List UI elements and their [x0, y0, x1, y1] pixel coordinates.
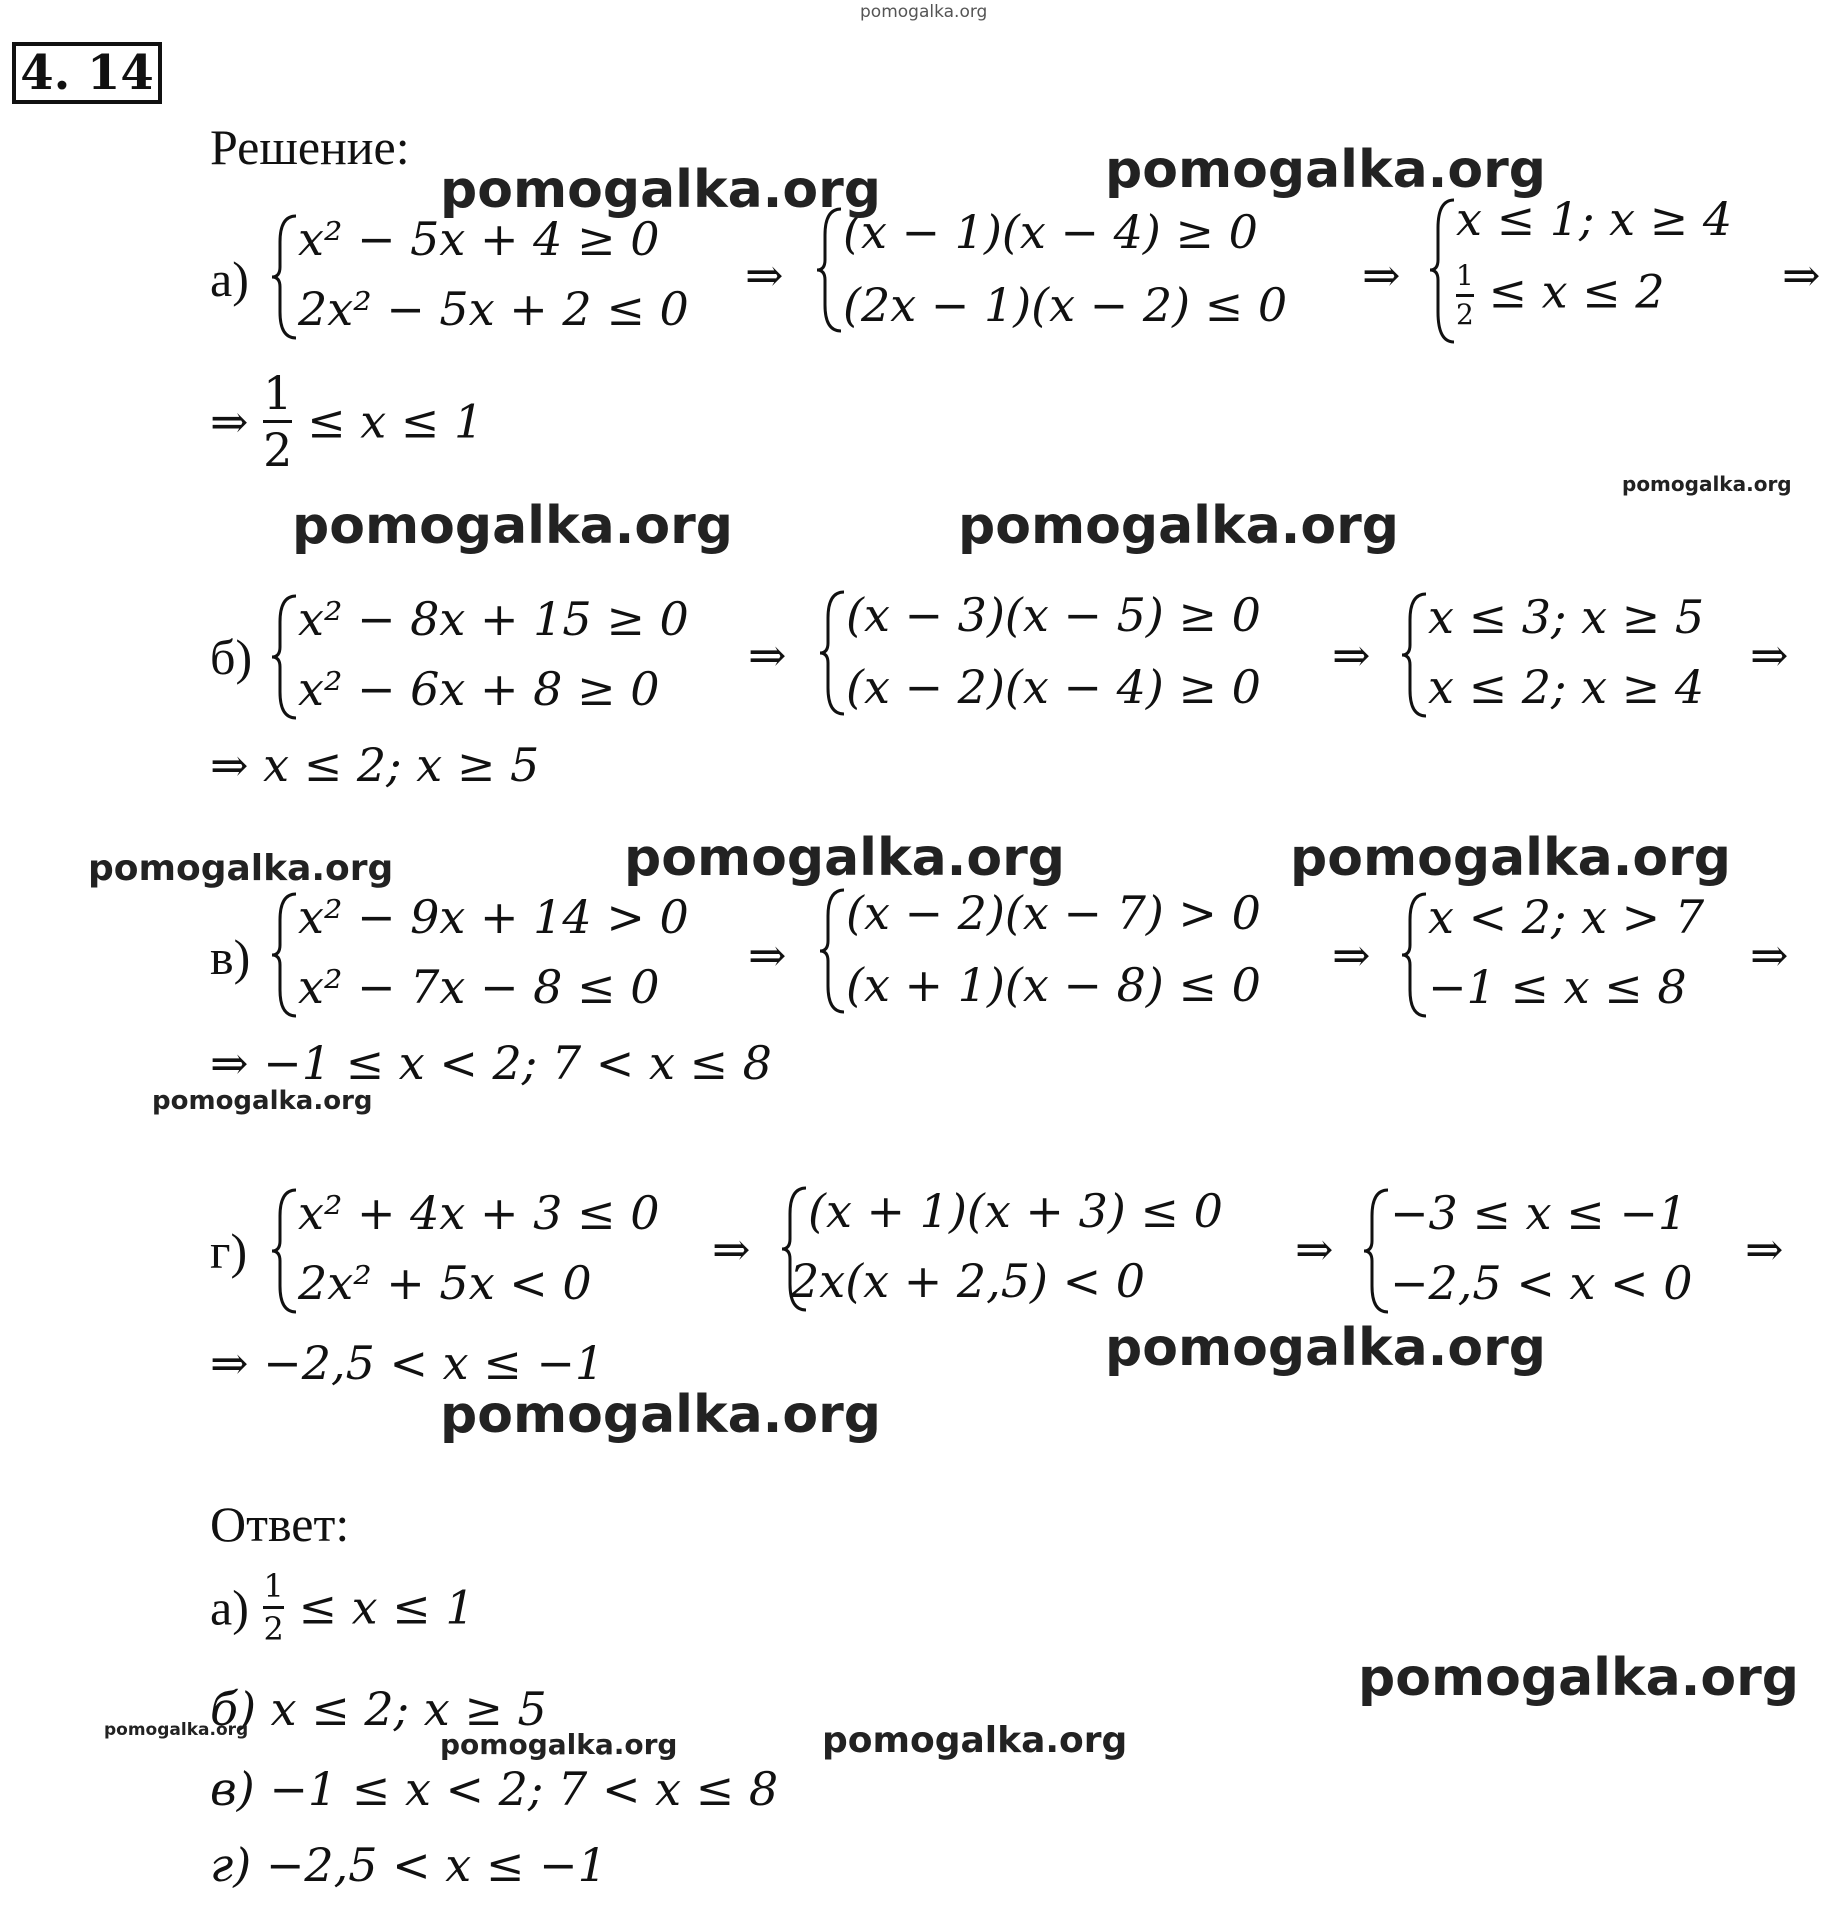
watermark-14: pomogalka.org	[440, 1728, 678, 1761]
watermark-11: pomogalka.org	[440, 1385, 882, 1445]
part-a-result: ⇒ $\frac{1}{2}$ ≤ x ≤ 1	[210, 366, 484, 477]
watermark-9: pomogalka.org	[152, 1086, 373, 1116]
watermark-4: pomogalka.org	[292, 496, 734, 556]
part-v-sys2-line1: (x − 2)(x − 7) > 0	[846, 886, 1261, 940]
part-a-label: а)	[210, 251, 249, 307]
part-v-sys1-line2: x² − 7x − 8 ≤ 0	[298, 960, 660, 1014]
watermark-5: pomogalka.org	[958, 496, 1400, 556]
implies-g2: ⇒	[1295, 1222, 1334, 1276]
frac-half-a-result: $\frac{1}{2}$	[263, 366, 293, 477]
part-g-sys3-line1: −3 ≤ x ≤ −1	[1390, 1186, 1688, 1240]
watermark-2: pomogalka.org	[1105, 140, 1547, 200]
watermark-7: pomogalka.org	[624, 828, 1066, 888]
part-g-sys2-line1: (x + 1)(x + 3) ≤ 0	[808, 1184, 1223, 1238]
part-v-result: ⇒ −1 ≤ x < 2; 7 < x ≤ 8	[210, 1036, 772, 1090]
part-a-sys3-line2: $\frac{1}{2}$ ≤ x ≤ 2	[1456, 259, 1665, 331]
problem-number: 4. 14	[12, 42, 162, 104]
answer-b: б) x ≤ 2; x ≥ 5	[210, 1682, 547, 1736]
part-b-sys1-line1: x² − 8x + 15 ≥ 0	[298, 592, 689, 646]
part-b-label: б)	[210, 629, 253, 685]
implies-v2: ⇒	[1332, 928, 1371, 982]
answer-title: Ответ:	[210, 1496, 350, 1552]
part-b-sys2-line1: (x − 3)(x − 5) ≥ 0	[846, 588, 1261, 642]
part-b-sys3-line2: x ≤ 2; x ≥ 4	[1428, 660, 1705, 714]
watermark-15: pomogalka.org	[822, 1720, 1128, 1761]
brace-a2	[815, 205, 845, 335]
implies-v3: ⇒	[1750, 928, 1789, 982]
part-a-sys3-line1: x ≤ 1; x ≥ 4	[1456, 192, 1733, 246]
watermark-8: pomogalka.org	[1290, 828, 1732, 888]
brace-b3	[1400, 590, 1430, 720]
part-a-sys1-line2: 2x² − 5x + 2 ≤ 0	[298, 282, 689, 336]
watermark-10: pomogalka.org	[1105, 1318, 1547, 1378]
part-v-sys3-line2: −1 ≤ x ≤ 8	[1428, 960, 1687, 1014]
part-a-sys2-line1: (x − 1)(x − 4) ≥ 0	[843, 205, 1258, 259]
watermark-1: pomogalka.org	[440, 160, 882, 220]
brace-v2	[818, 886, 848, 1016]
part-v-sys3-line1: x < 2; x > 7	[1428, 890, 1705, 944]
top-watermark: pomogalka.org	[860, 2, 988, 22]
part-g-sys3-line2: −2,5 < x < 0	[1390, 1256, 1693, 1310]
brace-b2	[818, 588, 848, 718]
brace-g3	[1362, 1186, 1392, 1316]
brace-v3	[1400, 890, 1430, 1020]
brace-b1	[270, 592, 300, 722]
implies-g3: ⇒	[1745, 1222, 1784, 1276]
part-g-sys1-line1: x² + 4x + 3 ≤ 0	[298, 1186, 660, 1240]
implies-b3: ⇒	[1750, 628, 1789, 682]
implies-g1: ⇒	[712, 1222, 751, 1276]
brace-v1	[270, 890, 300, 1020]
implies-v1: ⇒	[748, 928, 787, 982]
frac-half-a3: $\frac{1}{2}$	[1456, 259, 1474, 331]
answer-g: г) −2,5 < x ≤ −1	[210, 1838, 607, 1892]
part-g-label: г)	[210, 1223, 248, 1279]
part-b-result: ⇒ x ≤ 2; x ≥ 5	[210, 738, 540, 792]
brace-g1	[270, 1186, 300, 1316]
part-g-result: ⇒ −2,5 < x ≤ −1	[210, 1336, 605, 1390]
part-a-sys1-line1: x² − 5x + 4 ≥ 0	[298, 212, 660, 266]
part-g-sys2-line2: 2x(x + 2,5) < 0	[790, 1254, 1146, 1308]
part-v-sys1-line1: x² − 9x + 14 > 0	[298, 890, 689, 944]
watermark-6: pomogalka.org	[88, 848, 394, 889]
part-g-sys1-line2: 2x² + 5x < 0	[298, 1256, 592, 1310]
part-b-sys3-line1: x ≤ 3; x ≥ 5	[1428, 590, 1705, 644]
answer-a: а) $\frac{1}{2}$ ≤ x ≤ 1	[210, 1567, 475, 1648]
implies-a3: ⇒	[1782, 248, 1821, 302]
implies-b2: ⇒	[1332, 628, 1371, 682]
watermark-13: pomogalka.org	[104, 1720, 249, 1740]
implies-a1: ⇒	[745, 248, 784, 302]
watermark-3: pomogalka.org	[1622, 472, 1792, 496]
watermark-12: pomogalka.org	[1358, 1648, 1800, 1708]
part-b-sys2-line2: (x − 2)(x − 4) ≥ 0	[846, 660, 1261, 714]
implies-a2: ⇒	[1362, 248, 1401, 302]
frac-half-answer: $\frac{1}{2}$	[263, 1567, 284, 1648]
part-v-sys2-line2: (x + 1)(x − 8) ≤ 0	[846, 958, 1261, 1012]
brace-a1	[270, 212, 300, 342]
brace-a3	[1428, 196, 1458, 346]
part-a-sys2-line2: (2x − 1)(x − 2) ≤ 0	[843, 278, 1288, 332]
part-b-sys1-line2: x² − 6x + 8 ≥ 0	[298, 662, 660, 716]
implies-b1: ⇒	[748, 628, 787, 682]
answer-v: в) −1 ≤ x < 2; 7 < x ≤ 8	[210, 1762, 779, 1816]
part-v-label: в)	[210, 929, 251, 985]
solution-label: Решение:	[210, 119, 410, 175]
